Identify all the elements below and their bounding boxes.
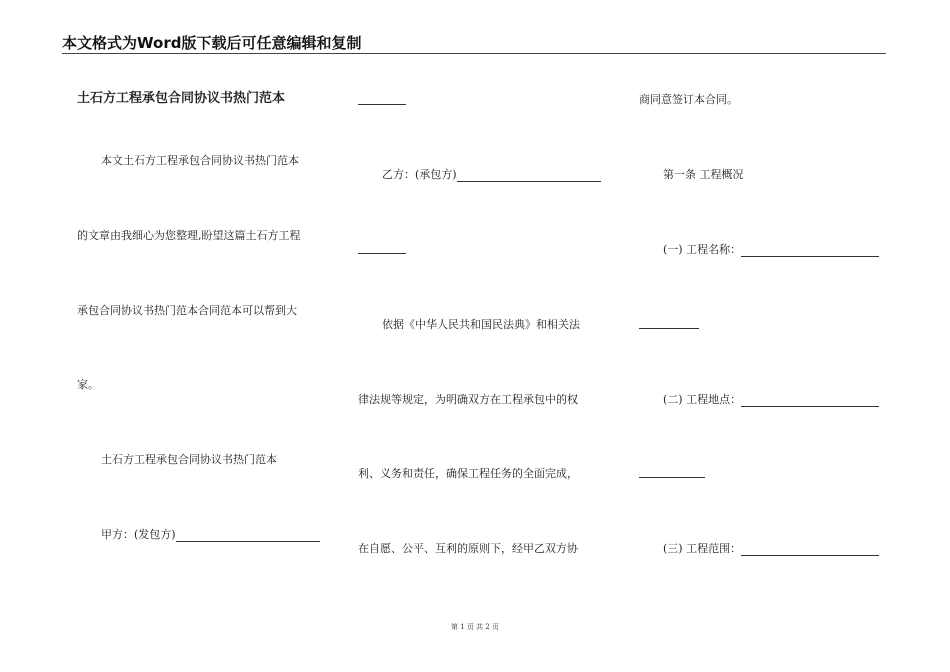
project-scope-blank [741,544,879,556]
contract-subtitle: 土石方工程承包合同协议书热门范本 [101,453,277,466]
party-a-label: 甲方：(发包方) [101,528,176,541]
project-name-blank [741,245,879,257]
project-location-field [663,393,879,407]
party-b-blank [457,170,601,182]
intro-paragraph-line: 承包合同协议书热门范本合同范本可以帮到大 [77,304,297,317]
blank-line [639,328,699,329]
party-b-field [382,168,601,182]
project-location-label: (二) 工程地点： [663,393,742,406]
party-b-label: 乙方：(承包方) [382,168,457,181]
page-number: 第 1 页 共 2 页 [450,623,500,631]
basis-paragraph-line: 利、义务和责任，确保工程任务的全面完成， [358,467,578,480]
project-scope-field [663,542,879,556]
basis-paragraph-line: 依据《中华人民共和国民法典》和相关法 [382,318,580,331]
project-location-blank [741,395,879,407]
basis-paragraph-line: 在自愿、公平、互利的原则下，经甲乙双方协 [358,542,578,555]
intro-paragraph-line: 家。 [77,378,99,391]
page-header: 本文格式为Word版下载后可任意编辑和复制 [62,34,362,52]
blank-line [358,253,406,254]
document-title: 土石方工程承包合同协议书热门范本 [77,91,286,106]
intro-paragraph-line: 的文章由我细心为您整理,盼望这篇土石方工程 [77,229,301,242]
party-a-blank [176,530,320,542]
party-a-field [101,528,320,542]
continued-paragraph-line: 商同意签订本合同。 [639,93,738,106]
blank-line [358,104,406,105]
project-name-field [663,243,879,257]
intro-paragraph-line: 本文土石方工程承包合同协议书热门范本 [101,154,299,167]
blank-line [639,477,705,478]
project-name-label: (一) 工程名称： [663,243,742,256]
project-scope-label: (三) 工程范围： [663,542,742,555]
basis-paragraph-line: 律法规等规定，为明确双方在工程承包中的权 [358,393,578,406]
header-divider [62,53,886,54]
article-1-heading: 第一条 工程概况 [663,168,744,181]
